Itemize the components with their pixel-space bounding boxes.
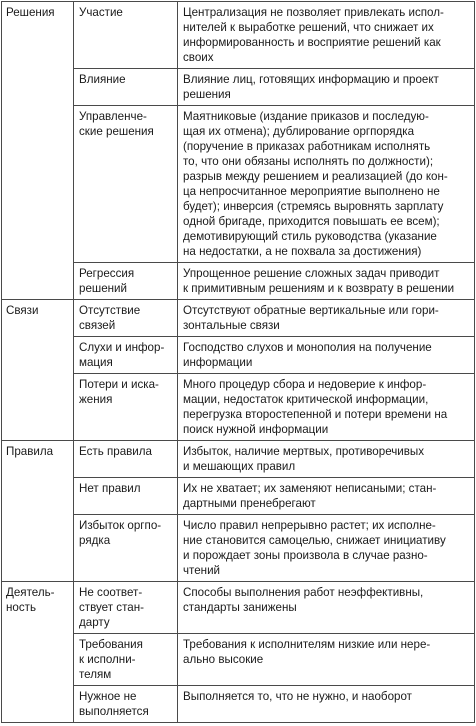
description-cell: Выполняется то, что не нужно, и наоборот (178, 686, 475, 723)
factor-cell: Отсутствие связей (74, 300, 178, 337)
factor-cell: Регрессия решений (74, 263, 178, 300)
category-cell: Связи (2, 300, 74, 441)
description-cell: Влияние лиц, готовящих информацию и проект решения (178, 69, 475, 106)
table-row (2, 2, 475, 69)
factor-cell: Требования к исполни- телям (74, 634, 178, 686)
description-cell: Избыток, наличие мертвых, противоречивых и мешающих правил (178, 441, 475, 478)
description-cell: Господство слухов и монополия на получение информации (178, 337, 475, 374)
table-row (2, 582, 475, 634)
description-cell: Много процедур сбора и недоверие к инфор- мации, недостаток критической информации, перегрузка второстепенной и потери времени на поиск нужной информации (178, 374, 475, 441)
factor-cell: Управленче- ские решения (74, 106, 178, 263)
category-cell: Деятель- ность (2, 582, 74, 723)
category-cell: Решения (2, 2, 74, 300)
description-cell: Требования к исполнителям низкие или нере- ально высокие (178, 634, 475, 686)
description-cell: Способы выполнения работ неэффективны, стандарты занижены (178, 582, 475, 634)
description-cell: Отсутствуют обратные вертикальные или гори- зонтальные связи (178, 300, 475, 337)
factor-cell: Участие (74, 2, 178, 69)
document-table (1, 1, 475, 723)
table-row (2, 441, 475, 478)
factor-cell: Нет правил (74, 478, 178, 515)
factor-cell: Есть правила (74, 441, 178, 478)
table-row (2, 300, 475, 337)
description-cell: Упрощенное решение сложных задач приводит к примитивным решениям и к возврату в решении (178, 263, 475, 300)
factor-cell: Не соответ- ствует стан- дарту (74, 582, 178, 634)
description-cell: Маятниковые (издание приказов и последую- щая их отмена); дублирование оргпорядка (поручение в приказах работникам исполнять то, что они обязаны исполнять по должности); разрыв между решением и реализацией (до кон- ца непросчитанное мероприятие выполнено не будет); инверсия (стремясь выровнять зарплату одной бригаде, приходится повышать ее всем); демотивирующий стиль руководства (указание на недостатки, а не похвала за достижения) (178, 106, 475, 263)
factor-cell: Нужное не выполняется (74, 686, 178, 723)
factor-cell: Потери и иска- жения (74, 374, 178, 441)
description-cell: Число правил непрерывно растет; их исполне- ние становится самоцелью, снижает инициативу и порождает зоны произвола в случае разно- чтений (178, 515, 475, 582)
category-cell: Правила (2, 441, 74, 582)
factor-cell: Избыток оргпо- рядка (74, 515, 178, 582)
factor-cell: Слухи и инфор- мация (74, 337, 178, 374)
factor-cell: Влияние (74, 69, 178, 106)
description-cell: Централизация не позволяет привлекать испол- нителей к выработке решений, что снижает их информированность и восприятие решений как своих (178, 2, 475, 69)
description-cell: Их не хватает; их заменяют неписаными; стан- дартными пренебрегают (178, 478, 475, 515)
